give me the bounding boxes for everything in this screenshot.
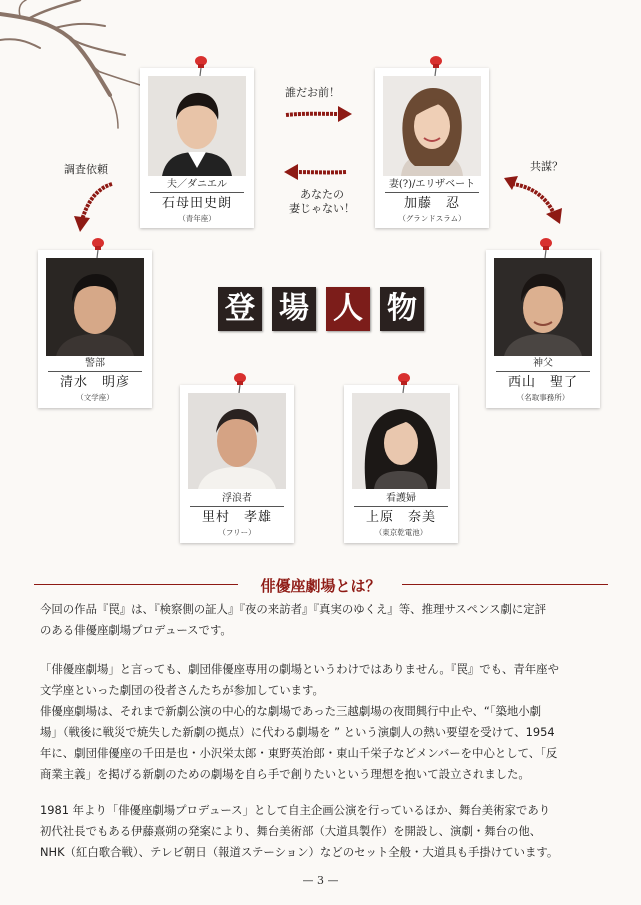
title-char: 人 <box>326 287 370 331</box>
text-line: 今回の作品『罠』は、『検察側の証人』『夜の来訪者』『真実のゆくえ』等、推理サスペンス劇に定評 <box>40 602 547 616</box>
character-role: 警部 <box>85 358 105 369</box>
text-line: 初代社長でもある伊藤熹朔の発案により、舞台美術部（大道具製作）を開設し、演劇・舞台の他、 <box>40 824 542 838</box>
text-line: 商業主義」を掲げる新劇のための劇場を自ら手で創りたいという理想を抱いて設立されました。 <box>40 767 530 781</box>
portrait-photo <box>188 393 286 489</box>
character-card-vagrant <box>180 385 294 543</box>
character-affiliation: （文学座） <box>76 393 114 402</box>
push-pin-icon <box>90 236 106 258</box>
character-name: 清水 明彦 <box>59 375 130 390</box>
role-divider <box>354 506 448 507</box>
arrow-left-icon <box>282 160 348 184</box>
section-heading: 俳優座劇場とは？ <box>260 577 381 595</box>
heading-rule-right <box>402 584 608 585</box>
page-number: — 3 — <box>302 874 339 887</box>
role-divider <box>48 371 142 372</box>
role-divider <box>496 371 590 372</box>
text-line: のある俳優座劇場プロデュースです。 <box>40 623 232 637</box>
portrait-photo <box>352 393 450 489</box>
character-card-priest <box>486 250 600 408</box>
title-char: 登 <box>218 287 262 331</box>
paragraph-history <box>40 659 610 785</box>
character-name: 加藤 忍 <box>403 196 460 211</box>
character-card-daniel <box>140 68 254 228</box>
text-line: 1981 年より「俳優座劇場プロデュース」として自主企画公演を行っているほか、舞台美術家であり <box>40 803 551 817</box>
character-role: 夫／ダニエル <box>167 179 227 190</box>
role-divider <box>150 192 244 193</box>
paragraph-activities <box>40 800 610 863</box>
character-name: 上原 奈美 <box>365 510 436 525</box>
arrow-label-line-1: あなたの <box>300 188 344 201</box>
text-line: 俳優座劇場は、それまで新劇公演の中心的な劇場であった三越劇場の夜間興行中止や、“「築地小劇 <box>40 704 542 718</box>
character-name: 西山 聖了 <box>507 375 578 390</box>
arrow-curve-icon <box>68 180 118 238</box>
title-char: 物 <box>380 287 424 331</box>
arrow-label-conspiracy: 共謀？ <box>530 160 563 173</box>
role-divider <box>385 192 479 193</box>
text-line: NHK（紅白歌合戦）、テレビ朝日（報道ステーション）などのセット全般・大道具も手掛けています。 <box>40 845 559 859</box>
tree-branch-decoration <box>0 0 150 150</box>
portrait-photo <box>148 76 246 176</box>
character-role: 神父 <box>533 358 553 369</box>
portrait-photo <box>46 258 144 356</box>
character-affiliation: （東京乾電池） <box>374 528 428 537</box>
push-pin-icon <box>538 236 554 258</box>
arrow-double-curve-icon <box>500 172 570 228</box>
text-line: 場」（戦後に戦災で焼失した新劇の拠点）に代わる劇場を ” という演劇人の熱い要望を受けて、1954 <box>40 725 555 739</box>
text-line: 「俳優座劇場」と言っても、劇団俳優座専用の劇場というわけではありません。『罠』でも、青年座や <box>40 662 559 676</box>
arrow-label-not-my-wife <box>286 188 358 216</box>
arrow-label-investigation: 調査依頼 <box>64 163 108 176</box>
character-name: 里村 孝雄 <box>201 510 272 525</box>
push-pin-icon <box>396 371 412 393</box>
text-line: 年に、劇団俳優座の千田是也・小沢栄太郎・東野英治郎・東山千栄子などメンバーを中心として、「反 <box>40 746 558 760</box>
character-affiliation: （名取事務所） <box>516 393 570 402</box>
character-affiliation: （青年座） <box>178 214 216 223</box>
character-card-elisabeth <box>375 68 489 228</box>
portrait-photo <box>383 76 481 176</box>
push-pin-icon <box>232 371 248 393</box>
character-affiliation: （グランドスラム） <box>398 214 466 223</box>
character-role: 看護婦 <box>386 493 416 504</box>
arrow-label-line-2: 妻じゃない！ <box>289 202 355 215</box>
push-pin-icon <box>428 54 444 76</box>
portrait-photo <box>494 258 592 356</box>
character-role: 妻(?)/エリザベート <box>388 179 476 190</box>
character-card-nurse <box>344 385 458 543</box>
push-pin-icon <box>193 54 209 76</box>
character-role: 浮浪者 <box>222 493 252 504</box>
character-card-inspector <box>38 250 152 408</box>
arrow-right-icon <box>284 102 354 126</box>
arrow-label-who-are-you: 誰だお前！ <box>285 86 340 99</box>
title-char: 場 <box>272 287 316 331</box>
character-affiliation: （フリー） <box>218 528 256 537</box>
character-name: 石母田史朗 <box>161 196 232 211</box>
paragraph-intro <box>40 599 610 641</box>
role-divider <box>190 506 284 507</box>
text-line: 文学座といった劇団の役者さんたちが参加しています。 <box>40 683 324 697</box>
